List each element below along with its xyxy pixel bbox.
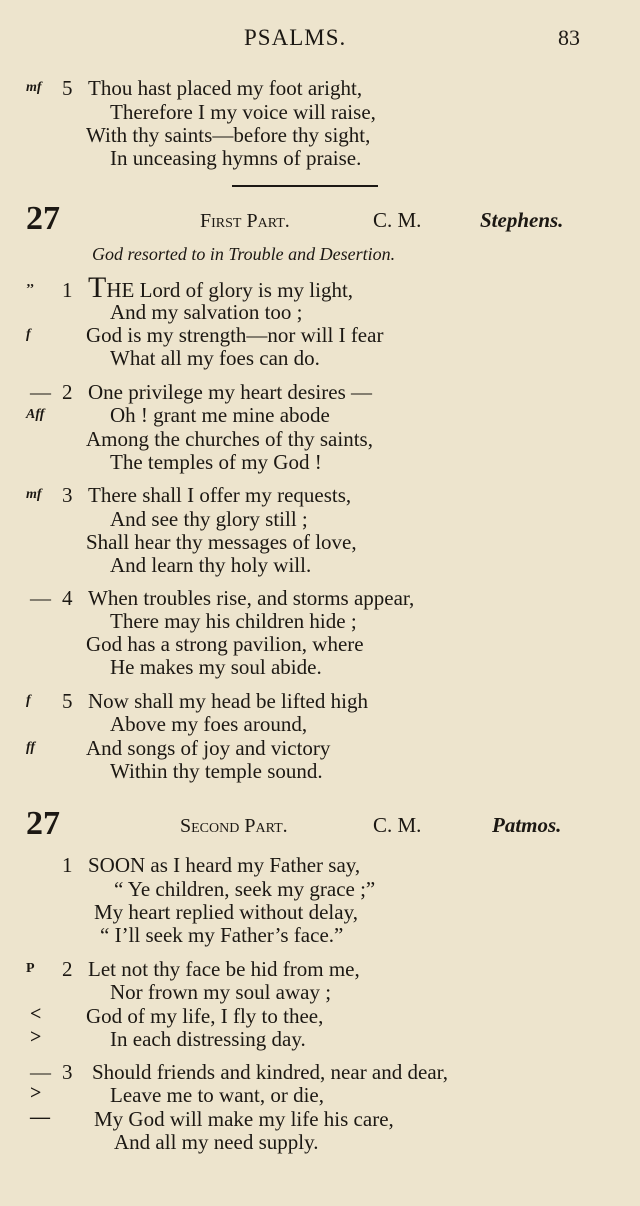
hymn-divider (232, 185, 378, 187)
hymn-subtitle-line (0, 244, 640, 268)
hymn-meter: C. M. (373, 208, 422, 232)
verse-number: 4 (62, 586, 73, 610)
verse-line (0, 483, 640, 507)
verse-text: SOON as I heard my Father say, (88, 853, 361, 877)
hymn-subtitle: God resorted to in Trouble and Desertion. (92, 244, 396, 264)
verse-number: 3 (62, 1060, 73, 1084)
verse-line (0, 530, 640, 554)
drop-cap: T (88, 271, 107, 304)
verse-text: Should friends and kindred, near and dear, (92, 1060, 449, 1084)
verse-line (0, 380, 640, 404)
verse-line (0, 736, 640, 760)
verse-line (0, 655, 640, 679)
verse-number: 1 (62, 278, 73, 302)
verse-line (0, 323, 640, 347)
verse-text: And see thy glory still ; (110, 507, 308, 531)
verse-line (0, 146, 640, 170)
verse-line (0, 346, 640, 370)
verse-line (0, 507, 640, 531)
hymn-meter: C. M. (373, 813, 422, 837)
verse-text: Nor frown my soul away ; (110, 980, 332, 1004)
hymn-part: First Part. (200, 210, 290, 232)
verse-text: Shall hear thy messages of love, (86, 530, 357, 554)
verse-line (0, 853, 640, 877)
verse-line (0, 271, 640, 304)
verse-text: My heart replied without delay, (94, 900, 358, 924)
verse-number: 1 (62, 853, 73, 877)
verse-text: “ I’ll seek my Father’s face.” (100, 923, 344, 947)
dash-mark: — (30, 1106, 50, 1128)
verse-line (0, 1027, 640, 1051)
running-head (0, 25, 640, 55)
verse-text: And my salvation too ; (110, 300, 303, 324)
verse-line (0, 923, 640, 947)
verse-first-line: HE Lord of glory is my light, (106, 278, 354, 302)
dynamic-mark: P (26, 961, 35, 976)
hymn-header (0, 805, 640, 841)
dash-mark: — (30, 586, 51, 610)
hymn-header (0, 200, 640, 236)
verse-text: My God will make my life his care, (94, 1107, 394, 1131)
verse-line (0, 76, 640, 100)
verse-number: 5 (62, 76, 73, 100)
verse-line (0, 877, 640, 901)
verse-text: And all my need supply. (114, 1130, 319, 1154)
verse-line (0, 759, 640, 783)
verse-line (0, 689, 640, 713)
verse-number: 2 (62, 957, 73, 981)
verse-text: Therefore I my voice will raise, (110, 100, 376, 124)
decrescendo-mark: > (30, 1026, 42, 1048)
decrescendo-mark: > (30, 1082, 42, 1104)
verse-line (0, 957, 640, 981)
verse-text: Among the churches of thy saints, (86, 427, 373, 451)
verse-number: 2 (62, 380, 73, 404)
dynamic-mark: f (26, 327, 31, 342)
verse-line (0, 712, 640, 736)
verse-text: God is my strength—nor will I fear (86, 323, 384, 347)
verse-text: Within thy temple sound. (110, 759, 323, 783)
verse-line (0, 553, 640, 577)
dash-mark: — (30, 380, 51, 404)
dash-mark: — (30, 1060, 51, 1084)
verse-text: Leave me to want, or die, (110, 1083, 324, 1107)
verse-text: Oh ! grant me mine abode (110, 403, 330, 427)
verse-line (0, 100, 640, 124)
verse-text: The temples of my God ! (110, 450, 322, 474)
dynamic-mark: ’’ (26, 282, 35, 297)
hymn-number: 27 (26, 200, 60, 237)
verse-text: In unceasing hymns of praise. (110, 146, 362, 170)
verse-line (0, 1130, 640, 1154)
verse-line (0, 427, 640, 451)
hymn-tune: Stephens. (480, 208, 564, 232)
dynamic-mark: Aff (26, 407, 45, 422)
verse-line (0, 1083, 640, 1107)
verse-text: There shall I offer my requests, (88, 483, 352, 507)
dynamic-mark: ff (26, 740, 36, 755)
verse-text: What all my foes can do. (110, 346, 320, 370)
verse-line (0, 980, 640, 1004)
verse-number: 3 (62, 483, 73, 507)
verse-text: God has a strong pavilion, where (86, 632, 364, 656)
verse-line (0, 1107, 640, 1131)
dynamic-mark: mf (26, 80, 42, 95)
verse-line (0, 123, 640, 147)
verse-line (0, 300, 640, 324)
verse-text: “ Ye children, seek my grace ;” (114, 877, 376, 901)
verse-line (0, 586, 640, 610)
verse-text: Now shall my head be lifted high (88, 689, 368, 713)
dynamic-mark: mf (26, 487, 42, 502)
dynamic-mark: f (26, 693, 31, 708)
verse-line (0, 632, 640, 656)
verse-text: With thy saints—before thy sight, (86, 123, 371, 147)
running-head-title: PSALMS. (244, 25, 347, 50)
verse-line (0, 1004, 640, 1028)
verse-line (0, 1060, 640, 1084)
verse-line (0, 403, 640, 427)
verse-text: God of my life, I fly to thee, (86, 1004, 324, 1028)
crescendo-mark: < (30, 1003, 42, 1025)
verse-line (0, 900, 640, 924)
verse-text: There may his children hide ; (110, 609, 357, 633)
hymn-number: 27 (26, 805, 60, 842)
verse-text: He makes my soul abide. (110, 655, 322, 679)
verse-text: Let not thy face be hid from me, (88, 957, 360, 981)
hymn-part: Second Part. (180, 815, 288, 837)
verse-text: When troubles rise, and storms appear, (88, 586, 415, 610)
verse-line (0, 609, 640, 633)
verse-text: Thou hast placed my foot aright, (88, 76, 363, 100)
verse-line (0, 450, 640, 474)
verse-text: Above my foes around, (110, 712, 308, 736)
verse-text: One privilege my heart desires — (88, 380, 372, 404)
verse-number: 5 (62, 689, 73, 713)
verse-text: In each distressing day. (110, 1027, 306, 1051)
verse-text: And learn thy holy will. (110, 553, 312, 577)
page-number: 83 (558, 25, 580, 50)
verse-text: And songs of joy and victory (86, 736, 331, 760)
hymn-tune: Patmos. (492, 813, 562, 837)
